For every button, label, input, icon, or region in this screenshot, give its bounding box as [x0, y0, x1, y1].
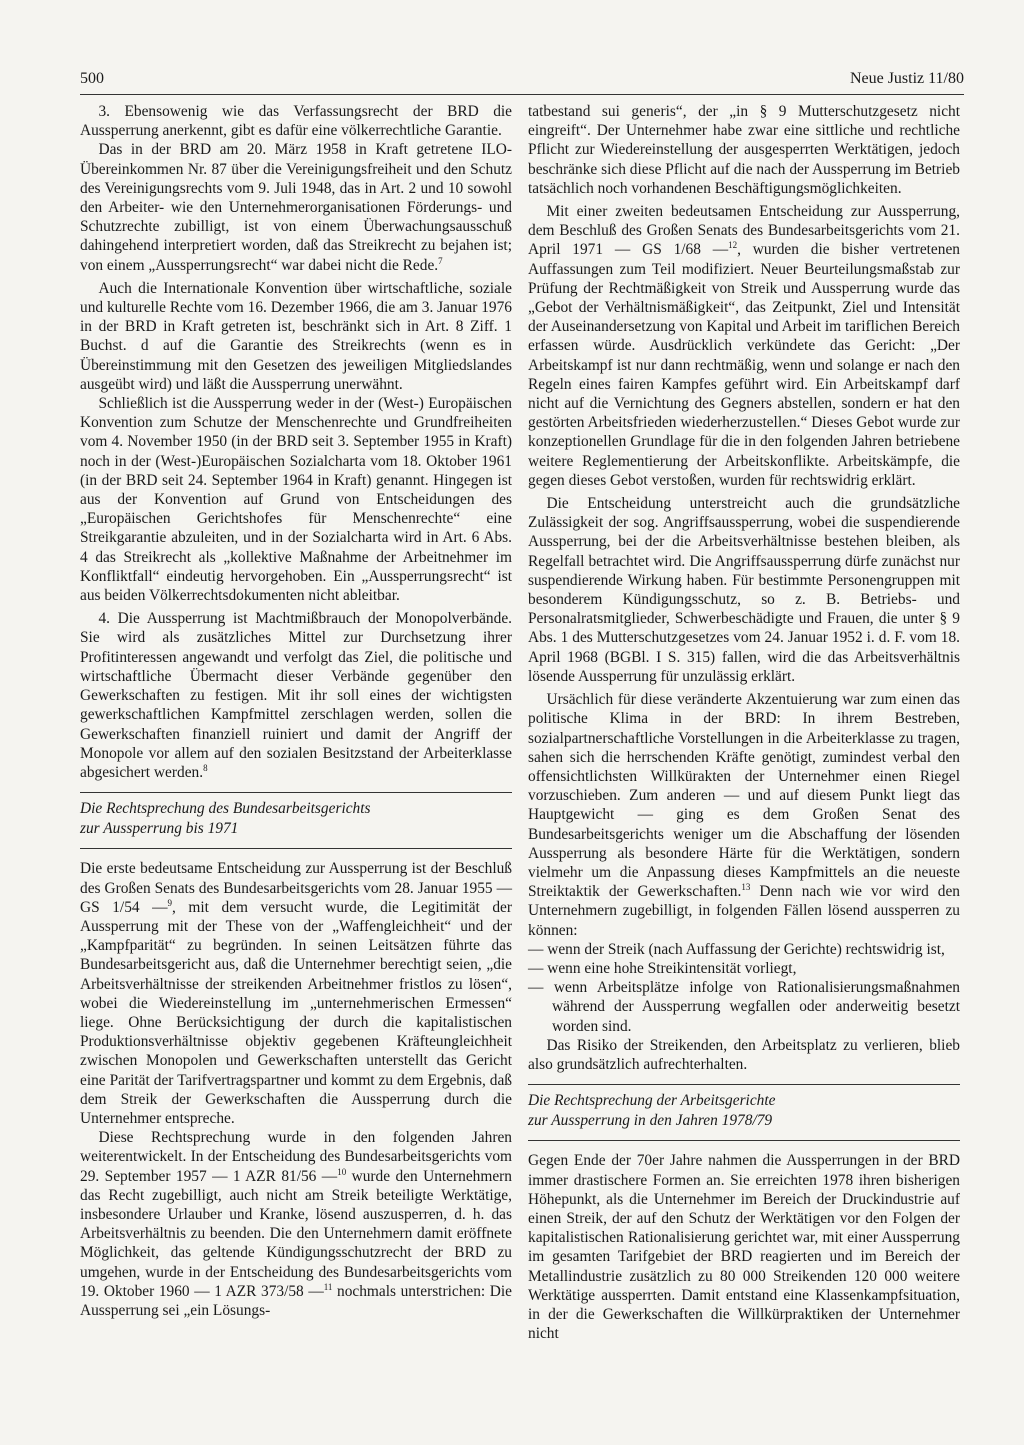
paragraph: Mit einer zweiten bedeutsamen Entscheidung zur Aussperrung, dem Beschluß des Großen Senats des Bundesarbeitsgerichts vom 21. April 1971 — GS 1/68 —$^{12}$, wurden die bisher vertretenen Auffassungen zum Teil modifiziert. Neuer Beurteilungsmaßstab zur Prüfung der Rechtmäßigkeit von Streik und Aussperrung wurde das „Gebot der Verhältnismäßigkeit“, das Zeitpunkt, Ziel und Intensität der Auseinandersetzung von Kapital und Arbeit im tariflichen Bereich erfassen würde. Ausdrücklich verkündete das Gericht: „Der Arbeitskampf ist nur dann rechtmäßig, wenn und solange er nach den Regeln eines fairen Kampfes geführt wird. Ein Arbeitskampf darf nicht auf die Vernichtung des Gegners abstellen, sondern er hat den gestörten Arbeitsfrieden wiederherzustellen.“ Dieses Gebot wurde zur konzeptionellen Grundlage für die in den folgenden Jahren betriebene weitere Reglementierung der Arbeitskonflikte. Arbeitskämpfe, die gegen dieses Gebot verstoßen, wurden für rechtswidrig erklärt.: [528, 203, 960, 489]
section-heading: Die Rechtsprechung der Arbeitsgerichte zur Aussperrung in den Jahren 1978/79: [528, 1084, 960, 1141]
paragraph: Die Entscheidung unterstreicht auch die grundsätzliche Zulässigkeit der sog. Angriffsaussperrung, wobei die suspendierende Aussperrung, bei der die Arbeitsverhältnisse bestehen bleiben, als Regelfall betrachtet wird. Die Angriffsaussperrung dürfe zunächst nur suspendierende Wirkung haben. Für bestimmte Personengruppen mit besonderem Kündigungsschutz, so z. B. Betriebs- und Personalratsmitglieder, Schwerbeschädigte und Frauen, die unter § 9 Abs. 1 des Mutterschutzgesetzes vom 24. Januar 1952 i. d. F. vom 18. April 1968 (BGBl. I S. 315) fallen, wird die das Arbeitsverhältnis lösende Aussperrung für unzulässig erklärt.: [528, 495, 960, 685]
footnote-ref: 8: [203, 762, 208, 773]
paragraph: Das in der BRD am 20. März 1958 in Kraft getretene ILO-Übereinkommen Nr. 87 über die Vereinigungsfreiheit und den Schutz des Vereinigungsrechts vom 9. Juli 1948, das in Art. 2 und 10 sowohl den Arbeiter- wie den Unternehmerorganisationen Förderungs- und Schutzrechte zubilligt, ist von einem Überwachungsausschuß dahingehend interpretiert worden, daß das Streikrecht zu bejahen ist; von einem „Aussperrungsrecht“ war dabei nicht die Rede.$^7$: [80, 141, 512, 274]
list-item: — wenn der Streik (nach Auffassung der Gerichte) rechtswidrig ist,: [528, 940, 945, 958]
paragraph: Das Risiko der Streikenden, den Arbeitsplatz zu verlieren, blieb also grundsätzlich aufrechterhalten.: [528, 1036, 960, 1073]
section-heading: Die Rechtsprechung des Bundesarbeitsgerichts zur Aussperrung bis 1971: [80, 792, 512, 849]
list-item: — wenn Arbeitsplätze infolge von Rationalisierungsmaßnahmen während der Aussperrung wegfallen oder anderweitig besetzt worden sind.: [528, 979, 960, 1035]
footnote-ref: 12: [728, 240, 738, 251]
right-column: [528, 102, 960, 1343]
paragraph: 4. Die Aussperrung ist Machtmißbrauch der Monopolverbände. Sie wird als zusätzliches Mittel zur Durchsetzung ihrer Profitinteressen angewandt und verfolgt das Ziel, die politische und wirtschaftliche Übermacht dieser Verbände gegenüber den Gewerkschaften zu festigen. Mit ihr soll eines der wichtigsten gewerkschaftlichen Kampfmittel zerschlagen werden, sollen die Gewerkschaften finanziell ruiniert und damit der Angriff der Monopole vor allem auf den sozialen Besitzstand der Arbeiterklasse abgesichert werden.$^8$: [80, 610, 512, 781]
paragraph: Diese Rechtsprechung wurde in den folgenden Jahren weiterentwickelt. In der Entscheidung des Bundesarbeitsgerichts vom 29. September 1957 — 1 AZR 81/56 —$^{10}$ wurde den Unternehmern das Recht zugebilligt, auch nicht am Streik beteiligte Werktätige, insbesondere Urlauber und Kranke, lösend auszusperren, d. h. das Arbeitsverhältnis zu beenden. Die den Unternehmern damit eröffnete Möglichkeit, das geltende Kündigungsschutzrecht der BRD zu umgehen, wurde in der Entscheidung des Bundesarbeitsgerichts vom 19. Oktober 1960 — 1 AZR 373/58 —$^{11}$ nochmals unterstrichen: Die Aussperrung sei „ein Lösungs-: [80, 1129, 512, 1319]
footnote-ref: 9: [167, 897, 173, 908]
footnote-ref: 11: [323, 1281, 333, 1292]
footnote-ref: 7: [438, 255, 443, 266]
page-number: 500: [80, 70, 104, 87]
paragraph: Ursächlich für diese veränderte Akzentuierung war zum einen das politische Klima in der BRD: In ihrem Bestreben, sozialpartnerschaftliche Vorstellungen in die Arbeiterklasse zu tragen, sahen sich die herrschenden Kräfte genötigt, zumindest verbal den offensichtlichsten Willkürakten der Unternehmer einen Riegel vorzuschieben. Zum anderen — und auf diesem Punkt liegt das Hauptgewicht — ging es dem Großen Senat des Bundesarbeitsgerichts weniger um die Abschaffung der lösenden Aussperrung als besondere Härte für die Werktätigen, sondern vielmehr um die Anpassung dieses Kampfmittels an die neueste Streiktaktik der Gewerkschaften.$^{13}$ Denn nach wie vor wird den Unternehmern zugebilligt, in folgenden Fällen lösend aussperren zu können:: [528, 691, 960, 939]
footnote-ref: 13: [741, 882, 751, 892]
paragraph: tatbestand sui generis“, der „in § 9 Mutterschutzgesetz nicht eingreift“. Der Unternehmer habe zwar eine sittliche und rechtliche Pflicht zur Wiedereinstellung der ausgesperrten Werktätigen, jedoch beschränke sich diese Pflicht auf die nach der Aussperrung im Betrieb tatsächlich noch vorhandenen Beschäftigungsmöglichkeiten.: [528, 103, 960, 197]
left-column: [80, 102, 512, 1320]
list-item: — wenn eine hohe Streikintensität vorliegt,: [528, 959, 797, 977]
paragraph: Gegen Ende der 70er Jahre nahmen die Aussperrungen in der BRD immer drastischere Formen an. Sie erreichten 1978 ihren bisherigen Höhepunkt, als die Unternehmer im Bereich der Druckindustrie auf einen Streik, der auf den Schutz der Werktätigen vor den Folgen der kapitalistischen Rationalisierung gerichtet war, mit einer Aussperrung im gesamten Tarifgebiet der BRD reagierten und im Bereich der Metallindustrie zusätzlich zu 80 000 Streikenden 120 000 weitere Werktätige aussperrten. Damit entstand eine Klassenkampfsituation, in der die Gewerkschaften die Willkürpraktiken der Unternehmer nicht: [528, 1152, 960, 1343]
paragraph: 3. Ebensowenig wie das Verfassungsrecht der BRD die Aussperrung anerkennt, gibt es dafür eine völkerrechtliche Garantie.: [80, 103, 512, 140]
paragraph: Auch die Internationale Konvention über wirtschaftliche, soziale und kulturelle Rechte vom 16. Dezember 1966, die am 3. Januar 1976 in der BRD in Kraft getreten ist, beschränkt sich in Art. 8 Ziff. 1 Buchst. d auf die Garantie des Streikrechts (wenn es in Übereinstimmung mit den Gesetzen des jeweiligen Mitgliedslandes ausgeübt wird) und läßt die Aussperrung unerwähnt.: [80, 279, 512, 393]
paragraph: Schließlich ist die Aussperrung weder in der (West-) Europäischen Konvention zum Schutze der Menschenrechte und Grundfreiheiten vom 4. November 1950 (in der BRD seit 3. September 1955 in Kraft) noch in der (West-)Europäischen Sozialcharta vom 18. Oktober 1961 (in der BRD seit 24. September 1964 in Kraft) genannt. Hingegen ist aus der Konvention auf Grund von Entscheidungen des „Europäischen Gerichtshofes für Menschenrechte“ eine Streikgarantie abzuleiten, und in der Sozialcharta wird in Art. 6 Abs. 4 das Streikrecht als „kollektive Maßnahme der Arbeitnehmer im Konfliktfall“ eindeutig hervorgehoben. Ein „Aussperrungsrecht“ ist aus beiden Völkerrechtsdokumenten nicht ableitbar.: [80, 395, 512, 605]
header-rule: [80, 94, 964, 95]
paragraph: Die erste bedeutsame Entscheidung zur Aussperrung ist der Beschluß des Großen Senats des Bundesarbeitsgerichts vom 28. Januar 1955 — GS 1/54 —$^9$, mit dem versucht wurde, die Legitimität der Aussperrung mit der These von der „Waffengleichheit“ und der „Kampfparität“ zu begründen. In seinen Leitsätzen führte das Bundesarbeitsgericht aus, daß die Unternehmer berechtigt seien, „die Arbeitsverhältnisse der streikenden Arbeitnehmer fristlos zu lösen“, wobei die Wiedereinstellung im „unternehmerischen Ermessen“ liege. Ohne Berücksichtigung der durch die kapitalistischen Produktionsverhältnisse objektiv gegebenen Kräfteungleichheit zwischen Monopolen und Gewerkschaften unterstellt das Gericht eine Parität der Tarifvertragspartner und kommt zu dem Ergebnis, daß dem Streik der Gewerkschaften die Aussperrung durch die Unternehmer entspreche.: [80, 860, 513, 1127]
journal-issue: Neue Justiz 11/80: [849, 70, 964, 87]
footnote-ref: 10: [337, 1166, 347, 1177]
